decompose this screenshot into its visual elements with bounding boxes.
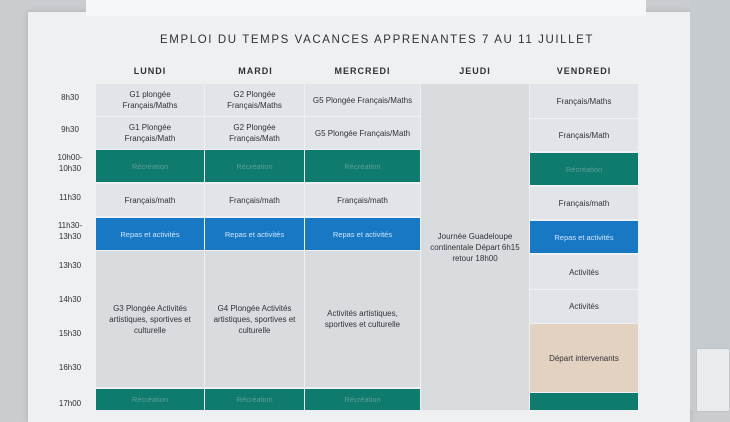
cell-lundi-afternoon: G3 Plongée Activités artistiques, sportives et culturelle bbox=[96, 251, 204, 387]
cell-mercredi-9h30: G5 Plongée Français/Math bbox=[305, 117, 420, 149]
cell-vendredi-depart: Départ intervenants bbox=[530, 324, 638, 392]
cell-vendredi-bottom bbox=[530, 393, 638, 410]
time-label: 16h30 bbox=[58, 363, 82, 372]
wall-switch bbox=[696, 348, 730, 412]
time-label: 15h30 bbox=[58, 329, 82, 338]
day-header-vendredi: VENDREDI bbox=[556, 66, 612, 76]
cell-lundi-8h30: G1 plongée Français/Maths bbox=[96, 84, 204, 116]
time-label: 11h30- 13h30 bbox=[57, 221, 83, 241]
cell-mercredi-8h30: G5 Plongée Français/Maths bbox=[305, 84, 420, 116]
day-header-mercredi: MERCREDI bbox=[334, 66, 391, 76]
day-header-jeudi: JEUDI bbox=[459, 66, 491, 76]
cell-mardi-recreation-2: Récréation bbox=[205, 389, 304, 410]
time-label: 9h30 bbox=[61, 125, 79, 134]
cell-vendredi-8h30: Français/Maths bbox=[530, 84, 638, 118]
time-label: 13h30 bbox=[58, 261, 82, 270]
cell-vendredi-repas: Repas et activités bbox=[530, 221, 638, 253]
cell-vendredi-14h30: Activités bbox=[530, 290, 638, 323]
cell-vendredi-9h30: Français/Math bbox=[530, 119, 638, 151]
cell-mercredi-recreation: Récréation bbox=[305, 150, 420, 182]
cell-mardi-9h30: G2 Plongée Français/Math bbox=[205, 117, 304, 149]
cell-lundi-11h30: Français/math bbox=[96, 184, 204, 216]
cell-lundi-9h30: G1 Plongée Français/Math bbox=[96, 117, 204, 149]
cell-lundi-repas: Repas et activités bbox=[96, 218, 204, 250]
time-label: 14h30 bbox=[58, 295, 82, 304]
schedule-title: EMPLOI DU TEMPS VACANCES APPRENANTES 7 AU 11 JUILLET bbox=[160, 34, 595, 46]
cell-mardi-repas: Repas et activités bbox=[205, 218, 304, 250]
cell-mercredi-repas: Repas et activités bbox=[305, 218, 420, 250]
time-label: 17h00 bbox=[58, 399, 82, 408]
cell-mardi-afternoon: G4 Plongée Activités artistiques, sportives et culturelle bbox=[205, 251, 304, 387]
cell-vendredi-11h30: Français/math bbox=[530, 187, 638, 219]
cell-jeudi-all-day: Journée Guadeloupe continentale Départ 6h15 retour 18h00 bbox=[421, 84, 529, 410]
cell-vendredi-13h30: Activités bbox=[530, 255, 638, 289]
cell-mardi-11h30: Français/math bbox=[205, 184, 304, 216]
cell-mercredi-11h30: Français/math bbox=[305, 184, 420, 216]
cell-mercredi-recreation-2: Récréation bbox=[305, 389, 420, 410]
time-label: 8h30 bbox=[61, 93, 79, 102]
paper-top-edge bbox=[86, 0, 646, 16]
cell-mardi-8h30: G2 Plongée Français/Maths bbox=[205, 84, 304, 116]
cell-lundi-recreation: Récréation bbox=[96, 150, 204, 182]
day-header-lundi: LUNDI bbox=[133, 66, 167, 76]
time-label: 10h00- 10h30 bbox=[57, 153, 83, 173]
cell-mercredi-afternoon: Activités artistiques, sportives et culturelle bbox=[305, 251, 420, 387]
time-label: 11h30 bbox=[59, 193, 81, 202]
cell-vendredi-recreation: Récréation bbox=[530, 153, 638, 185]
day-header-mardi: MARDI bbox=[238, 66, 273, 76]
cell-mardi-recreation: Récréation bbox=[205, 150, 304, 182]
cell-lundi-recreation-2: Récréation bbox=[96, 389, 204, 410]
